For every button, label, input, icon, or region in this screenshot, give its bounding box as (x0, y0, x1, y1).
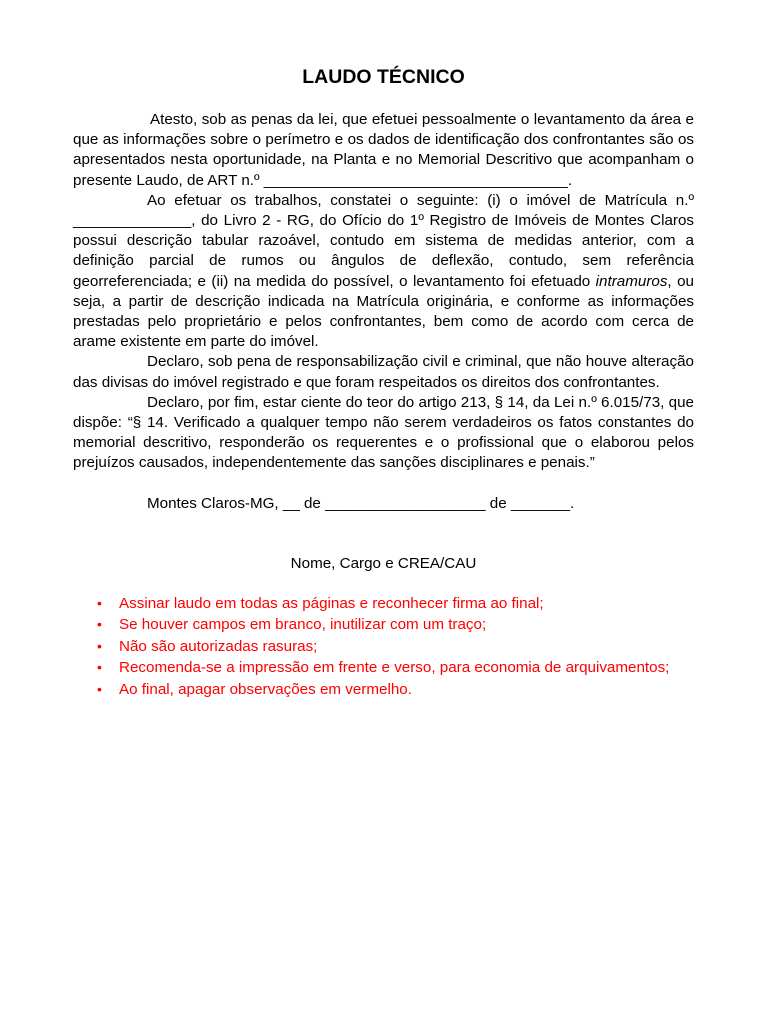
list-item (73, 593, 694, 615)
instruction-notes-list (73, 593, 694, 701)
note-text: Se houver campos em branco, inutilizar com um traço; (119, 616, 487, 634)
paragraph-legal-reference: Declaro, por fim, estar ciente do teor do artigo 213, § 14, da Lei n.º 6.015/73, que dispõe: “§ 14. Verificado a qualquer tempo não serem verdadeiros os fatos constantes do memorial descritivo, responderão os requerentes e o profissional que o elaborou pelos prejuízos causados, independentemente das sanções disciplinares e penais.” (73, 393, 694, 472)
findings-italic-term: intramuros (595, 272, 668, 290)
date-line: Montes Claros-MG, __ de ___________________ de _______. (147, 494, 575, 512)
document-title: LAUDO TÉCNICO (302, 66, 465, 88)
note-text: Recomenda-se a impressão em frente e verso, para economia de arquivamentos; (119, 659, 670, 677)
signature-line: Nome, Cargo e CREA/CAU (290, 554, 477, 572)
list-item (73, 614, 694, 636)
paragraph-attestation: Atesto, sob as penas da lei, que efetuei pessoalmente o levantamento da área e que as informações sobre o perímetro e os dados de identificação dos confrontantes são os apresentados nesta oportunidade, na Planta e no Memorial Descritivo que acompanham o presente Laudo, de ART n.º ____________________________________. (73, 111, 694, 189)
note-text: Ao final, apagar observações em vermelho. (119, 680, 412, 698)
paragraph-declaration: Declaro, sob pena de responsabilização civil e criminal, que não houve alteração das divisas do imóvel registrado e que foram respeitados os direitos dos confrontantes. (73, 353, 694, 391)
paragraph-findings (73, 191, 694, 353)
findings-text-b: , ou seja, a partir de descrição indicada na Matrícula originária, e conforme as informações prestadas pelo proprietário e pelos confrontantes, bem como de acordo com cerca de arame existente em parte do imóvel. (73, 272, 694, 351)
list-item (73, 679, 694, 701)
bullet-icon: • (97, 616, 102, 633)
bullet-icon: • (97, 594, 102, 611)
findings-text-a: Ao efetuar os trabalhos, constatei o seguinte: (i) o imóvel de Matrícula n.º ______________, do Livro 2 - RG, do Ofício do 1º Registro de Imóveis de Montes Claros possui descrição tabular razoável, contudo em sistema de medidas anterior, com a definição parcial de rumos ou ângulos de deflexão, contudo, sem referência georreferenciada; e (ii) na medida do possível, o levantamento foi efetuado (73, 191, 694, 290)
note-text: Não são autorizadas rasuras; (119, 637, 318, 655)
document-page (73, 64, 694, 700)
bullet-icon: • (97, 637, 102, 654)
list-item (73, 636, 694, 658)
list-item (73, 657, 694, 679)
bullet-icon: • (97, 680, 102, 697)
note-text: Assinar laudo em todas as páginas e reconhecer firma ao final; (119, 594, 544, 612)
bullet-icon: • (97, 659, 102, 676)
